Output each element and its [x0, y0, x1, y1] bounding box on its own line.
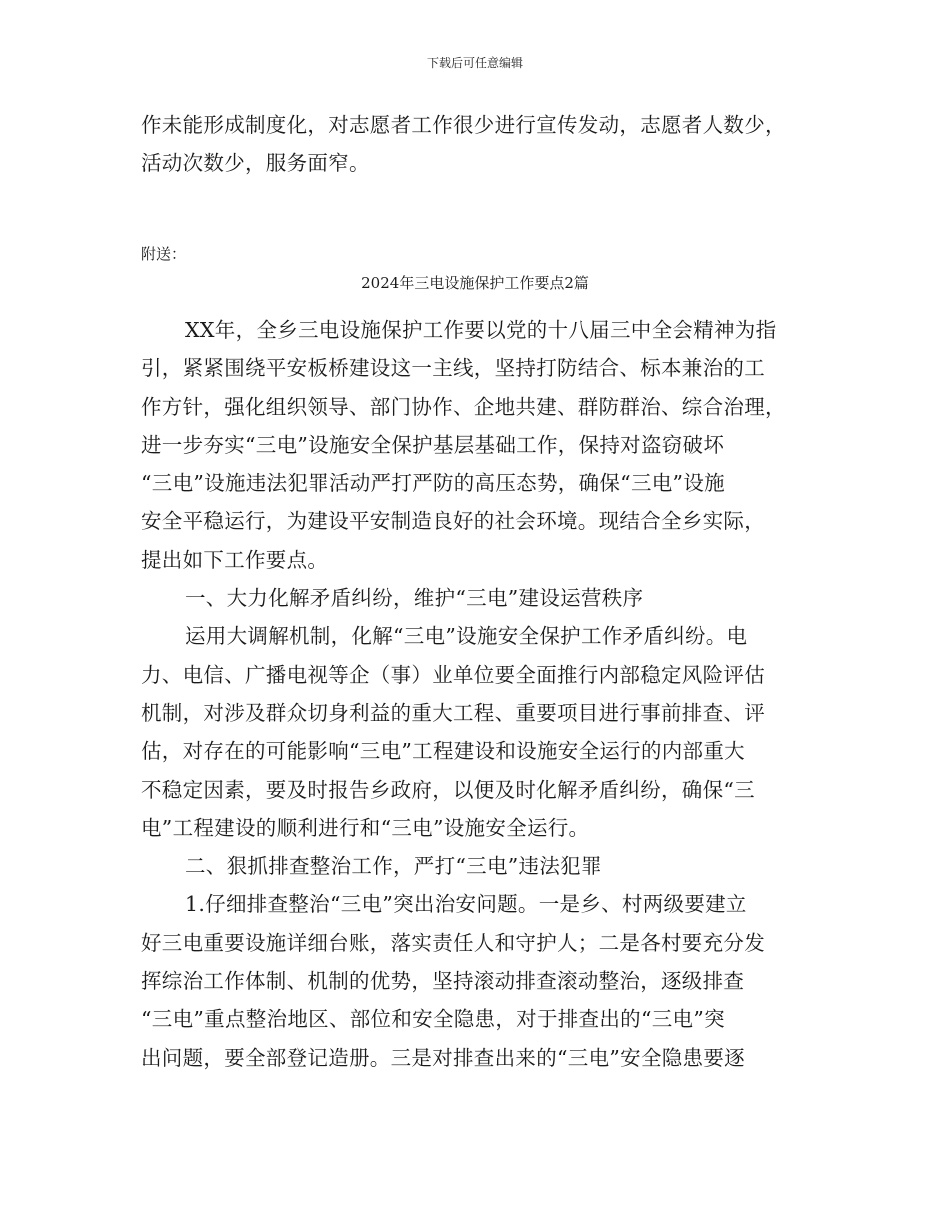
text-line: 活动次数少，服务面窄。	[141, 151, 370, 176]
text-line: 不稳定因素，要及时报告乡政府，以便及时化解矛盾纠纷，确保“三	[141, 777, 755, 802]
text-line: 出问题，要全部登记造册。三是对排查出来的“三电”安全隐患要逐	[141, 1045, 745, 1070]
section-heading-1	[141, 579, 809, 617]
text-line: “三电”设施违法犯罪活动严打严防的高压态势，确保“三电”设施	[141, 471, 725, 496]
document-title: 2024年三电设施保护工作要点2篇	[361, 274, 589, 292]
text-line: 作方针，强化组织领导、部门协作、企地共建、群防群治、综合治理，	[141, 394, 786, 419]
paragraph-1	[141, 311, 809, 579]
text-line: 作未能形成制度化，对志愿者工作很少进行宣传发动，志愿者人数少，	[141, 113, 786, 137]
text-line: 电”工程建设的顺利进行和“三电”设施安全运行。	[141, 815, 590, 840]
text-line: 进一步夯实“三电”设施安全保护基层基础工作，保持对盗窃破坏	[141, 432, 725, 457]
text-line: 安全平稳运行，为建设平安制造良好的社会环境。现结合全乡实际，	[141, 509, 765, 534]
page-header: 下载后可任意编辑	[426, 56, 523, 70]
text-line: 机制，对涉及群众切身利益的重大工程、重要项目进行事前排查、评	[141, 700, 765, 725]
text-line: 估，对存在的可能影响“三电”工程建设和设施安全运行的内部重大	[141, 739, 745, 764]
paragraph-3	[141, 885, 809, 1076]
section-heading-2	[141, 847, 809, 885]
text-line: 力、电信、广播电视等企（事）业单位要全面推行内部稳定风险评估	[141, 662, 765, 687]
paragraph-2	[141, 617, 809, 847]
heading-line: 二、狠抓排查整治工作，严打“三电”违法犯罪	[185, 854, 602, 879]
text-line: 1.仔细排查整治“三电”突出治安问题。一是乡、村两级要建立	[185, 892, 747, 917]
attachment-label: 附送：	[141, 245, 187, 263]
text-line: 引，紧紧围绕平安板桥建设这一主线，坚持打防结合、标本兼治的工	[141, 356, 765, 381]
heading-line: 一、大力化解矛盾纠纷，维护“三电”建设运营秩序	[185, 586, 644, 611]
text-line: 运用大调解机制，化解“三电”设施安全保护工作矛盾纠纷。电	[185, 624, 748, 649]
text-line: “三电”重点整治地区、部位和安全隐患，对于排查出的“三电”突	[141, 1007, 725, 1032]
text-line: 好三电重要设施详细台账，落实责任人和守护人；二是各村要充分发	[141, 930, 765, 955]
main-body	[141, 311, 809, 1077]
text-line: XX年，全乡三电设施保护工作要以党的十八届三中全会精神为指	[185, 318, 777, 342]
text-line: 提出如下工作要点。	[141, 547, 329, 572]
text-line: 挥综治工作体制、机制的优势，坚持滚动排查滚动整治，逐级排查	[141, 969, 745, 994]
intro-paragraph	[141, 106, 809, 183]
